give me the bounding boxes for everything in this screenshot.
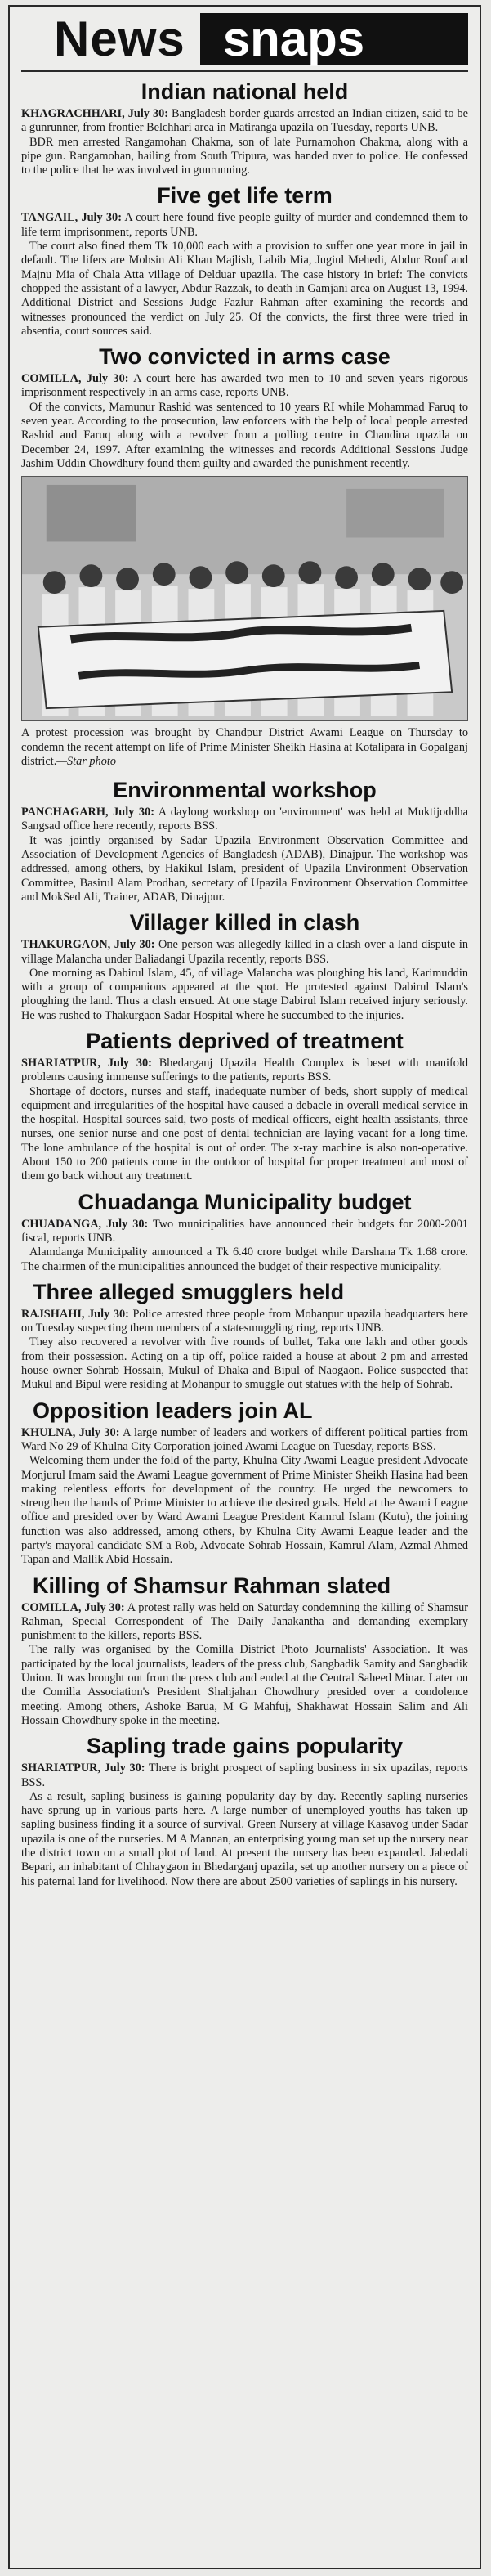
- story-paragraph: [21, 136, 468, 178]
- story-dateline: KHULNA, July 30:: [21, 1425, 120, 1439]
- story-paragraph: [21, 1761, 468, 1790]
- story-dateline: KHAGRACHHARI, July 30:: [21, 107, 169, 120]
- story-headline: Killing of Shamsur Rahman slated: [33, 1573, 391, 1598]
- story-dateline: SHARIATPUR, July 30:: [21, 1761, 145, 1775]
- story-text: Bhedarganj Upazila Health Complex is beset with manifold problems causing immense sufferings to the patients, reports BSS.: [21, 1056, 469, 1084]
- story-headline: Five get life term: [157, 183, 333, 209]
- story-paragraph: [21, 1218, 468, 1246]
- photo-caption: [21, 726, 468, 769]
- story-text: They also recovered a revolver with five rounds of bullet, Taka one lakh and other goods from their possession. Acting on a tip off, police raided a house at about 2 pm and arrested house owner Sohrab Hossain, Mukul of Dhaka and Bipul of Naogaon. Police suspected that Mukul and Bipul were residing at Mohanpur to smuggle out statues with the help of Sohrab.: [21, 1335, 468, 1392]
- masthead-snaps: snaps: [200, 13, 468, 65]
- story-paragraph: [21, 1426, 468, 1455]
- story-dateline: COMILLA, July 30:: [21, 1600, 125, 1614]
- story-dateline: THAKURGAON, July 30:: [21, 938, 155, 952]
- story-headline: Opposition leaders join AL: [33, 1398, 313, 1423]
- story-headline: Patients deprived of treatment: [86, 1028, 404, 1053]
- story-paragraph: [21, 1245, 468, 1274]
- story-paragraph: [21, 1085, 468, 1184]
- story-paragraph: [21, 806, 468, 834]
- news-story: [21, 777, 468, 904]
- story-paragraph: [21, 401, 468, 471]
- story-dateline: TANGAIL, July 30:: [21, 211, 122, 225]
- news-snaps-column: [8, 5, 481, 2569]
- story-headline: Sapling trade gains popularity: [86, 1734, 404, 1759]
- story-headline: Indian national held: [141, 79, 349, 104]
- story-text: Shortage of doctors, nurses and staff, inadequate number of beds, short supply of medical equipment and irregularities of the hospital have caused a debacle in overall medical service in the hospital. Hospital sources said, two posts of medical officers, eight health assistants, three nurses, one senior nurse and one post of dental technician are laying vacant for a long time. The lone ambulance of the hospital is out of order. The x-ray machine is also non-operative. About 150 to 200 patients come in the outdoor of hospital for proper treatment and most of them go back without any treatment.: [21, 1084, 468, 1183]
- story-text: The rally was organised by the Comilla District Photo Journalists' Association. It was participated by the local journalists, leaders of the press club, Sangbadik Samity and Sangbadik Union. It was brought out from the press club and ended at the Central Saheed Minar. Later on the Comilla Association's President Shahjahan Chowdhury presided over a condolence meeting. Among others, Ashoke Barua, M G Mahfuj, Shakhawat Hossain Salim and Ali Hossain Chowdhury spoke in the meeting.: [21, 1643, 468, 1727]
- story-text: Of the convicts, Mamunur Rashid was sentenced to 10 years RI while Mohammad Faruq to seven year. According to the prosecution, law enforcers with the help of local people arrested Rashid and Faruq along with a revolver from a polling centre in Chandina upazila on December 24, 1997. After examining the witnesses and records Additional Sessions Judge Jashim Uddin Chowdhury found them guilty and awarded the punishment recently.: [21, 400, 468, 470]
- story-paragraph: [21, 1308, 468, 1336]
- news-story: [21, 1398, 468, 1568]
- story-headline: Three alleged smugglers held: [33, 1279, 345, 1304]
- news-story: [21, 1733, 468, 1889]
- story-text: A court here has awarded two men to 10 and seven years rigorous imprisonment respectively in an arms case, reports UNB.: [21, 372, 468, 400]
- story-headline: Villager killed in clash: [129, 910, 360, 936]
- story-text: Two municipalities have announced their budgets for 2000-2001 fiscal, reports UNB.: [21, 1217, 468, 1245]
- story-text: A large number of leaders and workers of different political parties from Ward No 29 of Khulna City Corporation joined Awami League on Tuesday, reports BSS.: [21, 1425, 468, 1453]
- news-photo: [21, 476, 468, 721]
- news-story: [21, 1189, 468, 1274]
- story-dateline: PANCHAGARH, July 30:: [21, 806, 154, 819]
- story-text: Bangladesh border guards arrested an Indian citizen, said to be a gunrunner, from frontier Belchhari area in Matiranga upazila on Tuesday, reports UNB.: [21, 107, 468, 135]
- story-paragraph: [21, 1601, 468, 1644]
- story-text: A daylong workshop on 'environment' was held at Muktijoddha Sangsad office here recently, reports BSS.: [21, 806, 468, 833]
- news-story: [21, 343, 468, 471]
- story-text: There is bright prospect of sapling business in six upazilas, reports BSS.: [21, 1761, 468, 1789]
- stories-top: [21, 79, 468, 471]
- story-text: Welcoming them under the fold of the party, Khulna City Awami League president Advocate Monjurul Imam said the Awami League government of Prime Minister Sheikh Hasina had been making relentless efforts for development of the country. He urged the newcomers to strengthen the hands of Prime Minister to achieve the desired goals. Held at the Awami League office and presided over by Ward Awami League President Kamrul Islam (Kutu), the joining function was also addressed, among others, by Khulna City Awami League leader and the party's mayoral candidate SM a Rob, Advocate Sohrab Hossain, Kamrul Alam, Azmal Ahmed Tapan and Mallik Abid Hossain.: [21, 1454, 468, 1567]
- story-dateline: COMILLA, July 30:: [21, 372, 129, 386]
- masthead-news: News: [54, 11, 185, 66]
- news-story: [21, 909, 468, 1023]
- story-paragraph: [21, 1057, 468, 1085]
- news-story: [21, 182, 468, 339]
- story-paragraph: [21, 938, 468, 967]
- story-paragraph: [21, 211, 468, 240]
- story-paragraph: [21, 372, 468, 401]
- story-text: The court also fined them Tk 10,000 each with a provision to suffer one year more in jail in default. The lifers are Mohsin Ali Khan Majlish, Labib Mia, Jugiul Mehedi, Abdur Rouf and Majnu Mia of Chala Atta village of Delduar upazila. The case history in brief: The convicts chopped the assistant of a lawyer, Abdur Razzak, to death in Gamjani area on August 13, 1994. Additional District and Sessions Judge Fazlur Rahman after examining the records and witnesses pronounced the verdict on July 25. Of the convicts, the first three were tried in absentia, court sources said.: [21, 240, 468, 338]
- story-dateline: CHUADANGA, July 30:: [21, 1217, 149, 1231]
- story-text: One morning as Dabirul Islam, 45, of village Malancha was ploughing his land, Karimuddin with a group of companions appeared at the spot. He protested against Dabirul Islam's ploughing the land. Thus a clash ensued. At one stage Dabirul Islam received injury seriously. He was rushed to Thakurgaon Sadar Hospital where he succumbed to the injuries.: [21, 966, 468, 1022]
- story-headline: Environmental workshop: [113, 778, 377, 803]
- story-paragraph: [21, 1790, 468, 1889]
- story-paragraph: [21, 1454, 468, 1567]
- story-paragraph: [21, 1643, 468, 1728]
- news-story: [21, 1573, 468, 1729]
- story-text: As a result, sapling business is gaining popularity day by day. Recently sapling nurseries have sprung up in various parts here. A large number of unemployed youths has taken up sapling business finding it a source of survival. Green Nursery at village Kasavog under Sadar upazila is one of the nurseries. M A Mannan, an enterprising young man set up the nursery near the district town on a small plot of land. At present the nursery has been expanded. Jabedali Bepari, an inhabitant of Chhaygaon in Bhedarganj upazila, set up another nursery on a piece of his paternal land for livelihood. Now there are about 2500 varieties of saplings in his nursery.: [21, 1789, 468, 1888]
- story-headline: Chuadanga Municipality budget: [78, 1189, 412, 1214]
- photo-caption-text: A protest procession was brought by Chandpur District Awami League on Thursday to condemn the recent attempt on life of Prime Minister Sheikh Hasina at Kotalipara in Gopalganj district.: [21, 726, 468, 768]
- story-text: One person was allegedly killed in a clash over a land dispute in village Malancha under Baliadangi Upazila recently, reports BSS.: [21, 938, 468, 966]
- news-story: [21, 1028, 468, 1184]
- story-paragraph: [21, 107, 468, 136]
- stories-bottom: [21, 777, 468, 1889]
- masthead: [21, 11, 468, 72]
- news-story: [21, 1279, 468, 1393]
- news-story: [21, 79, 468, 177]
- photo-credit: —Star photo: [56, 754, 116, 768]
- story-text: A court here found five people guilty of murder and condemned them to life term imprisonment, reports UNB.: [21, 211, 469, 239]
- story-text: Alamdanga Municipality announced a Tk 6.40 crore budget while Darshana Tk 1.68 crore. The chairmen of the municipalities announced the budget of their respective municipality.: [21, 1245, 468, 1273]
- protest-procession-image: [22, 477, 467, 720]
- story-paragraph: [21, 240, 468, 339]
- story-dateline: SHARIATPUR, July 30:: [21, 1056, 152, 1070]
- story-text: It was jointly organised by Sadar Upazila Environment Observation Committee and Association of Development Agencies of Bangladesh (ADAB), Dinajpur. The workshop was addressed, among others, by Hakikul Islam, president of Upazila Environment Observation Committee, Basirul Alam Prodhan, secretary of Upazila Environment Observation Committee and MokSed Ali, Trainer, ADAB, Dinajpur.: [21, 833, 468, 904]
- story-text: Police arrested three people from Mohanpur upazila headquarters here on Tuesday suspecting them members of a statesmuggling ring, reports UNB.: [21, 1307, 468, 1335]
- story-text: BDR men arrested Rangamohan Chakma, son of late Purnamohon Chakma, along with a pipe gun. Rangamohan, hailing from South Tripura, was handed over to police. He confessed to the police that he was involved in gunrunning.: [21, 135, 468, 177]
- story-dateline: RAJSHAHI, July 30:: [21, 1307, 129, 1321]
- story-text: A protest rally was held on Saturday condemning the killing of Shamsur Rahman, Special Correspondent of The Daily Janakantha and demanding exemplary punishment to the killers, reports BSS.: [21, 1600, 468, 1643]
- story-paragraph: [21, 967, 468, 1023]
- story-paragraph: [21, 834, 468, 904]
- story-paragraph: [21, 1335, 468, 1392]
- story-headline: Two convicted in arms case: [99, 344, 391, 370]
